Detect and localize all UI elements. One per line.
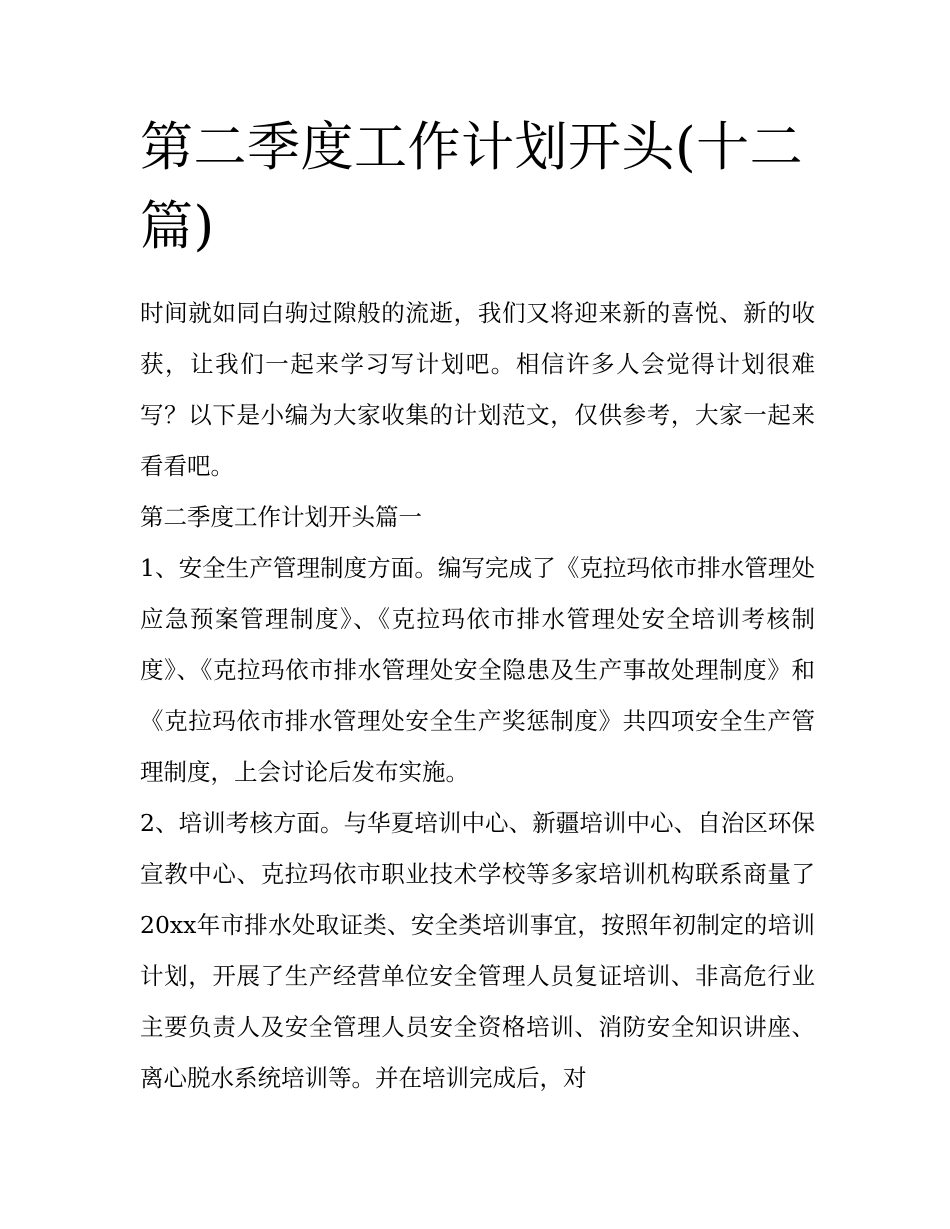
- paragraph-safety-rules: 1、安全生产管理制度方面。编写完成了《克拉玛依市排水管理处应急预案管理制度》、《克拉玛依市排水管理处安全培训考核制度》、《克拉玛依市排水管理处安全隐患及生产事故处理制度》和《克拉玛依市排水管理处安全生产奖惩制度》共四项安全生产管理制度，上会讨论后发布实施。: [140, 554, 815, 786]
- paragraph-training: 2、培训考核方面。与华夏培训中心、新疆培训中心、自治区环保宣教中心、克拉玛依市职业技术学校等多家培训机构联系商量了20xx年市排水处取证类、安全类培训事宜，按照年初制定的培训计划，开展了生产经营单位安全管理人员复证培训、非高危行业主要负责人及安全管理人员安全资格培训、消防安全知识讲座、离心脱水系统培训等。并在培训完成后，对: [140, 809, 815, 1092]
- document-page: [140, 108, 815, 1104]
- document-title: 第二季度工作计划开头(十二篇): [140, 117, 804, 257]
- intro-paragraph: 时间就如同白驹过隙般的流逝，我们又将迎来新的喜悦、新的收获，让我们一起来学习写计划吧。相信许多人会觉得计划很难写？以下是小编为大家收集的计划范文，仅供参考，大家一起来看看吧。: [140, 299, 815, 480]
- section-heading: 第二季度工作计划开头篇一: [140, 503, 422, 531]
